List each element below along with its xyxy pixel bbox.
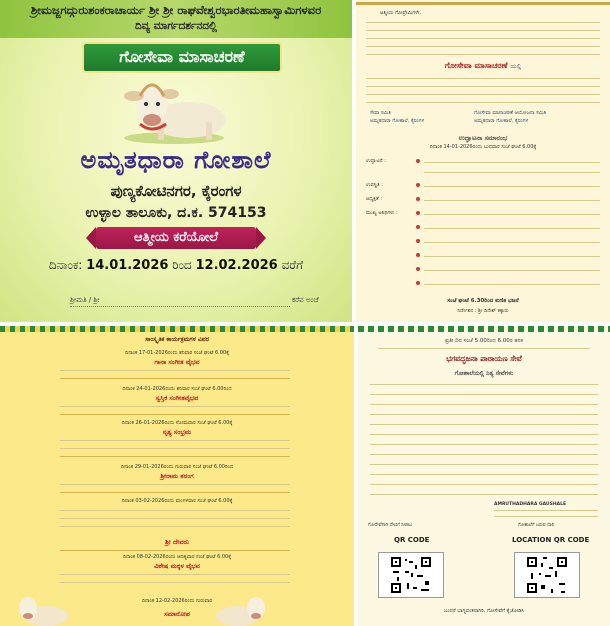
goshala-name: ಅಮೃತಧಾರಾ ಗೋಶಾಲೆ [80,146,272,174]
date-from: 14.01.2026 [86,258,169,273]
qr-left-caption: ಗೋಸೇವೆಗಾಗಿ ದೇಣಿಗೆ ನೀಡಲು [368,523,413,528]
bank-detail-line [494,510,598,511]
qr-code-label: QR CODE [394,536,430,544]
seva-text-line [370,474,598,475]
date-mid: ರಿಂದ [172,258,192,272]
event-detail-line [60,448,290,449]
qr-pattern-icon [515,553,579,597]
bhajane-director: ನಿರ್ದೇಶನ : ಶ್ರೀ ದಿನೇಶ್ ಕಕ್ಕಾರು [457,308,509,314]
letter-title-text: ಗೋಸೇವಾ ಮಾಸಾಚರಣೆ [444,61,508,70]
cover-title-banner: ಗೋಸೇವಾ ಮಾಸಾಚರಣೆ [82,42,282,73]
guest-entry [416,280,422,286]
guest-text-line [424,186,600,187]
schedule-header: ಸಾಂಸ್ಕೃತಿಕ ಕಾರ್ಯಕ್ರಮಗಳ ವಿವರ [145,336,209,343]
seva-text-line [370,464,598,465]
qr-panel [358,326,610,626]
event-date-line [0,258,352,273]
event-detail-line [60,582,290,583]
event-separator [60,414,290,415]
seva-text-line [370,484,598,485]
letter-text-line [366,46,600,47]
guest-entry [416,224,422,230]
guest-text-line [424,200,600,201]
guest-text-line [424,162,600,163]
qr-top-border [358,326,610,332]
event-detail-line [60,484,290,485]
guest-entry [416,182,422,188]
role-presidency: ಅಧ್ಯಕ್ಷತೆ : [366,196,383,202]
event-title: ಸ್ವಸ್ತಿಕ ಸಂಗೀತವೈಭವ [155,394,199,402]
sender-label: ಕರೆವ ಅಂಚೆ [292,296,319,304]
seva-text-line [370,424,598,425]
guest-text-line [424,242,600,243]
qr-pattern-icon [379,553,443,597]
seva-text-line [370,394,598,395]
event-detail-line [60,574,290,575]
guest-entry [416,266,422,272]
event-date: ದಿನಾಂಕ 24-01-2026ರಂದು ಶನಿವಾರ ಸಂಜೆ ಘಂಟೆ 6.00ರಿಂದ [122,386,232,392]
bottom-note: ಬಂದರೆ ಭಾಗ್ಯವಂತರಾಗಿರಿ, ಗೋಸೇವೆಗೆ ಕೈಜೋಡಿಸಿ [444,608,524,614]
cow-image [118,76,230,144]
letter-text-line [366,86,600,87]
guest-entry [416,210,422,216]
schedule-panel [0,326,354,626]
letter-text-line [366,78,600,79]
location-qr-code[interactable] [514,552,580,598]
event-separator [60,492,290,493]
seva-text-line [370,444,598,445]
guest-entry [416,252,422,258]
cover-panel [0,0,352,322]
guest-text-line [424,270,600,271]
schedule-top-border [0,326,354,332]
cover-guidance-line: ದಿವ್ಯ ಮಾರ್ಗದರ್ಶನದಲ್ಲಿ [135,20,217,32]
seva-text-line [370,384,598,385]
event-detail-line [60,518,290,519]
letter-text-line [366,102,600,103]
recipient-line [70,306,290,307]
program-date: ದಿನಾಂಕ 14-01-2026ರಂದು ಬುಧವಾರ ಸಂಜೆ ಘಂಟೆ 6.00ಕ್ಕೆ [429,144,537,150]
goshala-place: ಪುಣ್ಯಕೋಟಿನಗರ, ಕೈರಂಗಳ [110,182,242,200]
event-separator [60,378,290,379]
event-detail-line [60,406,290,407]
seva-text-line [370,494,598,495]
event-title: ನೃತ್ಯ ಸಂಭ್ರಮ [162,428,192,436]
event-date: ದಿನಾಂಕ 17-01-2026ರಂದು ಶನಿವಾರ ಸಂಜೆ ಘಂಟೆ 6.00ಕ್ಕೆ [125,350,229,356]
seva-text-line [370,434,598,435]
cow-image-left [16,594,68,626]
invitation-ribbon: ಆತ್ಮೀಯ ಕರೆಯೋಲೆ [96,227,256,249]
event-title: ಸಮಾರೋಪ [164,610,190,618]
letter-top-border [356,2,610,5]
signature-left: ಸೇವಾ ಸಮಿತಿ [370,110,391,116]
letter-salutation: ಆತ್ಮೀಯ ಗೋಪ್ರೇಮಿಗಳೇ, [380,10,422,16]
program-title: ಉದ್ಘಾಟನಾ ಸಮಾರಂಭ [458,134,508,142]
location-qr-label: LOCATION QR CODE [512,536,590,544]
event-date: ದಿನಾಂಕ 12-02-2026ರಂದು ಗುರುವಾರ [141,598,213,604]
guest-entry [416,196,422,202]
qr-right-caption: ಗೋಶಾಲೆಗೆ ಬರುವ ದಾರಿ [518,523,555,528]
donation-qr-code[interactable] [378,552,444,598]
seva-text-line [370,414,598,415]
guest-entry [416,158,422,164]
event-detail-line [60,440,290,441]
event-date: ದಿನಾಂಕ 29-01-2026ರಂದು ಗುರುವಾರ ಸಂಜೆ ಘಂಟೆ 6.00ರಿಂದ [120,464,234,470]
event-detail-line [60,526,290,527]
guest-text-line [424,256,600,257]
event-date: ದಿನಾಂಕ 03-02-2026ರಂದು ಮಂಗಳವಾರ ಸಂಜೆ ಘಂಟೆ 6.00ಕ್ಕೆ [121,498,233,504]
event-title: ಶ್ರೀರಾಮ ತರಂಗ [160,472,194,480]
date-to: 12.02.2026 [195,258,278,273]
signature-right-place: ಅಮೃತಧಾರಾ ಗೋಶಾಲೆ, ಕೈರಂಗಳ [474,118,529,124]
seva-text-line [370,454,598,455]
bank-detail-line [494,516,598,517]
event-title: ಗಾನಾ ಸಂಗೀತ ವೈಭವ [154,358,200,366]
bank-account-name: AMRUTHADHARA GAUSHALE [494,502,567,507]
date-prefix: ದಿನಾಂಕ: [48,258,83,272]
cow-image-right [216,596,268,626]
letter-text-line [366,22,600,23]
event-detail-line [60,510,290,511]
guest-text-line [424,284,600,285]
guest-entry [416,238,422,244]
event-detail-line [60,370,290,371]
event-title: ಶ್ರೀ ದೇವರು [165,538,189,546]
event-date: ದಿನಾಂಕ 26-01-2026ರಂದು ಸೋಮವಾರ ಸಂಜೆ ಘಂಟೆ 6.00ಕ್ಕೆ [121,420,233,426]
recipient-label: ಶ್ರೀಮತಿ / ಶ್ರೀ [70,296,100,304]
bhajane-timing: ಪ್ರತೀ ದಿನ ಸಂಜೆ 5.00ರಿಂದ 6.00ರ ತನಕ [445,338,523,344]
role-presence: ಉಪಸ್ಥಿತಿ : [366,182,383,188]
signature-left-place: ಅಮೃತಧಾರಾ ಗೋಶಾಲೆ, ಕೈರಂಗಳ [370,118,425,124]
event-date: ದಿನಾಂಕ 08-02-2026ರಂದು ಆದಿತ್ಯವಾರ ಸಂಜೆ ಘಂಟೆ 6.00ಕ್ಕೆ [122,554,232,560]
event-separator [60,456,290,457]
guest-text-line [424,172,600,173]
role-chief-guests: ಮುಖ್ಯ ಅತಿಥಿಗಳು : [366,210,398,216]
seva-text-line [370,404,598,405]
daily-seva-title: ಗೋಶಾಲೆಯಲ್ಲಿ ನಿತ್ಯ ಸೇವೆಗಳು [454,370,514,377]
guest-text-line [424,228,600,229]
bhajane-title: ಭಗವದ್ಭಜನಾ ಪಾರಾಯಣ ಸೇವೆ [446,354,522,363]
letter-title [356,61,610,71]
letter-text-line [366,30,600,31]
event-title: ವಿಶೇಷ ಮಕ್ಕಳ ವೈಭವ [154,562,200,570]
guest-text-line [424,214,600,215]
role-inauguration: ಉದ್ಘಾಟನೆ : [366,158,386,164]
qr-text-line [378,348,590,349]
event-separator [60,550,290,551]
letter-text-line [366,38,600,39]
letter-title-suffix: ಯಲ್ಲಿ [510,63,522,70]
bhajane-note: ಸಂಜೆ ಘಂಟೆ 6.30ರಿಂದ ಕುಣಿತ ಭಜನೆ [447,298,519,304]
letter-text-line [366,94,600,95]
goshala-taluk: ಉಳ್ಳಾಲ ತಾಲೂಕು, ದ.ಕ. 574153 [85,205,267,221]
letter-panel [356,0,610,322]
date-suffix: ವರೆಗೆ [281,258,304,272]
signature-right: ಗೋಸೇವಾ ಮಾಸಾಚರಣೆ ಆಯೋಜನಾ ಸಮಿತಿ [474,110,547,116]
cover-guru-line: ಶ್ರೀಮಜ್ಜಗದ್ಗುರುಶಂಕರಾಚಾರ್ಯ ಶ್ರೀ ಶ್ರೀ ರಾಘವೇಶ್ವರಭಾರತೀಮಹಾಸ್ವಾಮಿಗಳವರ [30,3,322,17]
letter-text-line [366,54,600,55]
